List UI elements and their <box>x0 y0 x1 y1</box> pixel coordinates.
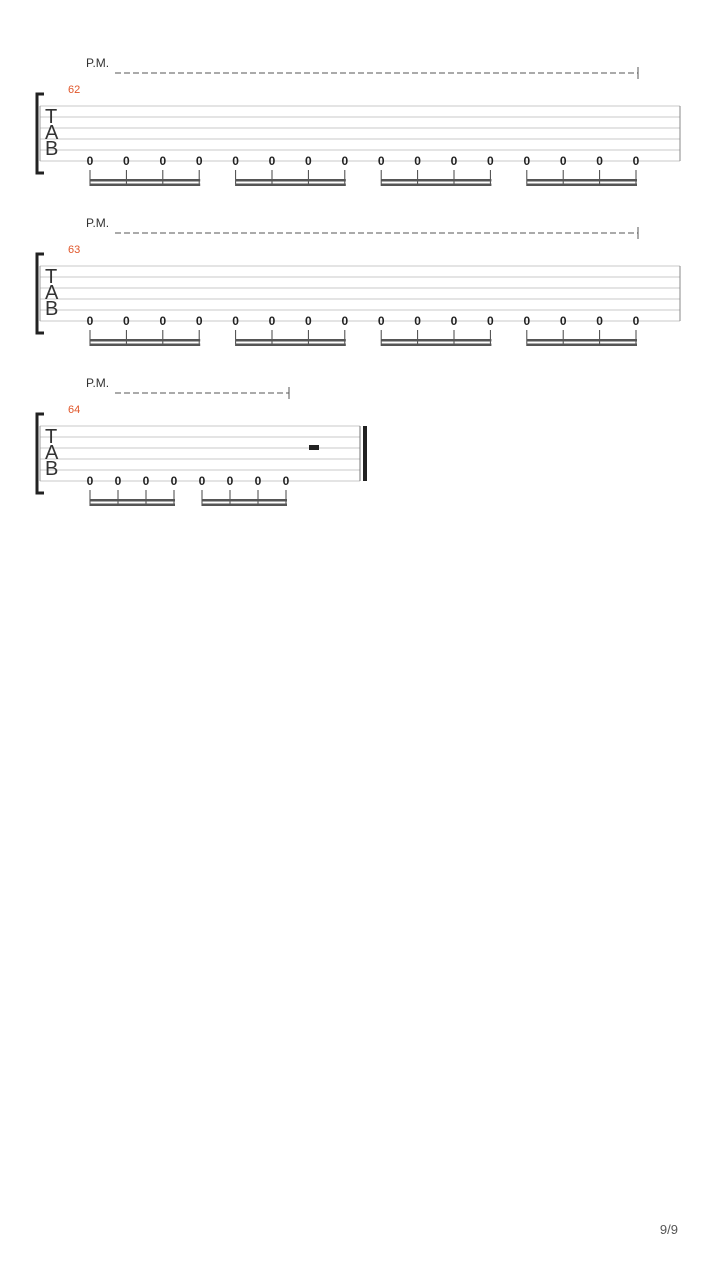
tab-clef-letter: A <box>45 442 59 464</box>
beam <box>90 504 175 507</box>
fret-number: 0 <box>377 154 385 168</box>
measure-number: 63 <box>68 244 81 256</box>
beam <box>381 339 491 342</box>
measure-number: 64 <box>68 404 81 416</box>
fret-number: 0 <box>226 474 234 488</box>
fret-number: 0 <box>114 474 122 488</box>
fret-number: 0 <box>86 154 94 168</box>
palm-mute-label: P.M. <box>86 56 110 70</box>
beam <box>90 184 200 187</box>
fret-number: 0 <box>195 154 203 168</box>
beam <box>236 344 346 347</box>
fret-number: 0 <box>632 314 640 328</box>
measure-number: 62 <box>68 84 81 96</box>
fret-number: 0 <box>414 314 421 328</box>
fret-number: 0 <box>450 154 458 168</box>
fret-number: 0 <box>232 314 239 328</box>
fret-number: 0 <box>195 314 203 328</box>
beam <box>527 339 637 342</box>
beam <box>381 184 491 187</box>
fret-number: 0 <box>523 154 531 168</box>
beam <box>236 179 346 182</box>
tab-clef-letter: A <box>45 282 59 304</box>
beam <box>90 179 200 182</box>
rest-symbol <box>309 445 319 450</box>
fret-number: 0 <box>487 314 494 328</box>
tab-clef-letter: T <box>45 266 58 288</box>
beam <box>381 179 491 182</box>
fret-number: 0 <box>170 474 178 488</box>
fret-number: 0 <box>268 314 276 328</box>
palm-mute-label: P.M. <box>86 376 110 390</box>
beam <box>202 504 287 507</box>
beam <box>527 344 637 347</box>
beam <box>90 499 175 502</box>
tab-clef-letter: B <box>45 298 59 320</box>
tab-clef-letter: A <box>45 122 59 144</box>
fret-number: 0 <box>596 154 603 168</box>
barline-final-thick <box>363 426 367 481</box>
fret-number: 0 <box>305 154 312 168</box>
fret-number: 0 <box>86 314 94 328</box>
fret-number: 0 <box>559 154 567 168</box>
beam <box>236 339 346 342</box>
fret-number: 0 <box>377 314 385 328</box>
tab-clef-letter: B <box>45 458 59 480</box>
palm-mute-label: P.M. <box>86 216 110 230</box>
fret-number: 0 <box>305 314 312 328</box>
page-number: 9/9 <box>659 1222 678 1237</box>
fret-number: 0 <box>159 314 167 328</box>
beam <box>381 344 491 347</box>
fret-number: 0 <box>450 314 458 328</box>
fret-number: 0 <box>559 314 567 328</box>
fret-number: 0 <box>254 474 262 488</box>
beam <box>527 179 637 182</box>
fret-number: 0 <box>341 154 349 168</box>
fret-number: 0 <box>198 474 206 488</box>
tab-clef-letter: T <box>45 106 58 128</box>
fret-number: 0 <box>142 474 150 488</box>
fret-number: 0 <box>123 314 130 328</box>
fret-number: 0 <box>232 154 239 168</box>
beam <box>90 344 200 347</box>
fret-number: 0 <box>487 154 494 168</box>
beam <box>90 339 200 342</box>
tab-clef-letter: T <box>45 426 58 448</box>
tablature-score <box>0 0 720 560</box>
beam <box>236 184 346 187</box>
fret-number: 0 <box>86 474 94 488</box>
fret-number: 0 <box>159 154 167 168</box>
fret-number: 0 <box>282 474 290 488</box>
beam <box>527 184 637 187</box>
fret-number: 0 <box>414 154 421 168</box>
fret-number: 0 <box>268 154 276 168</box>
fret-number: 0 <box>632 154 640 168</box>
fret-number: 0 <box>596 314 603 328</box>
fret-number: 0 <box>341 314 349 328</box>
tab-clef-letter: B <box>45 138 59 160</box>
beam <box>202 499 287 502</box>
fret-number: 0 <box>123 154 130 168</box>
fret-number: 0 <box>523 314 531 328</box>
